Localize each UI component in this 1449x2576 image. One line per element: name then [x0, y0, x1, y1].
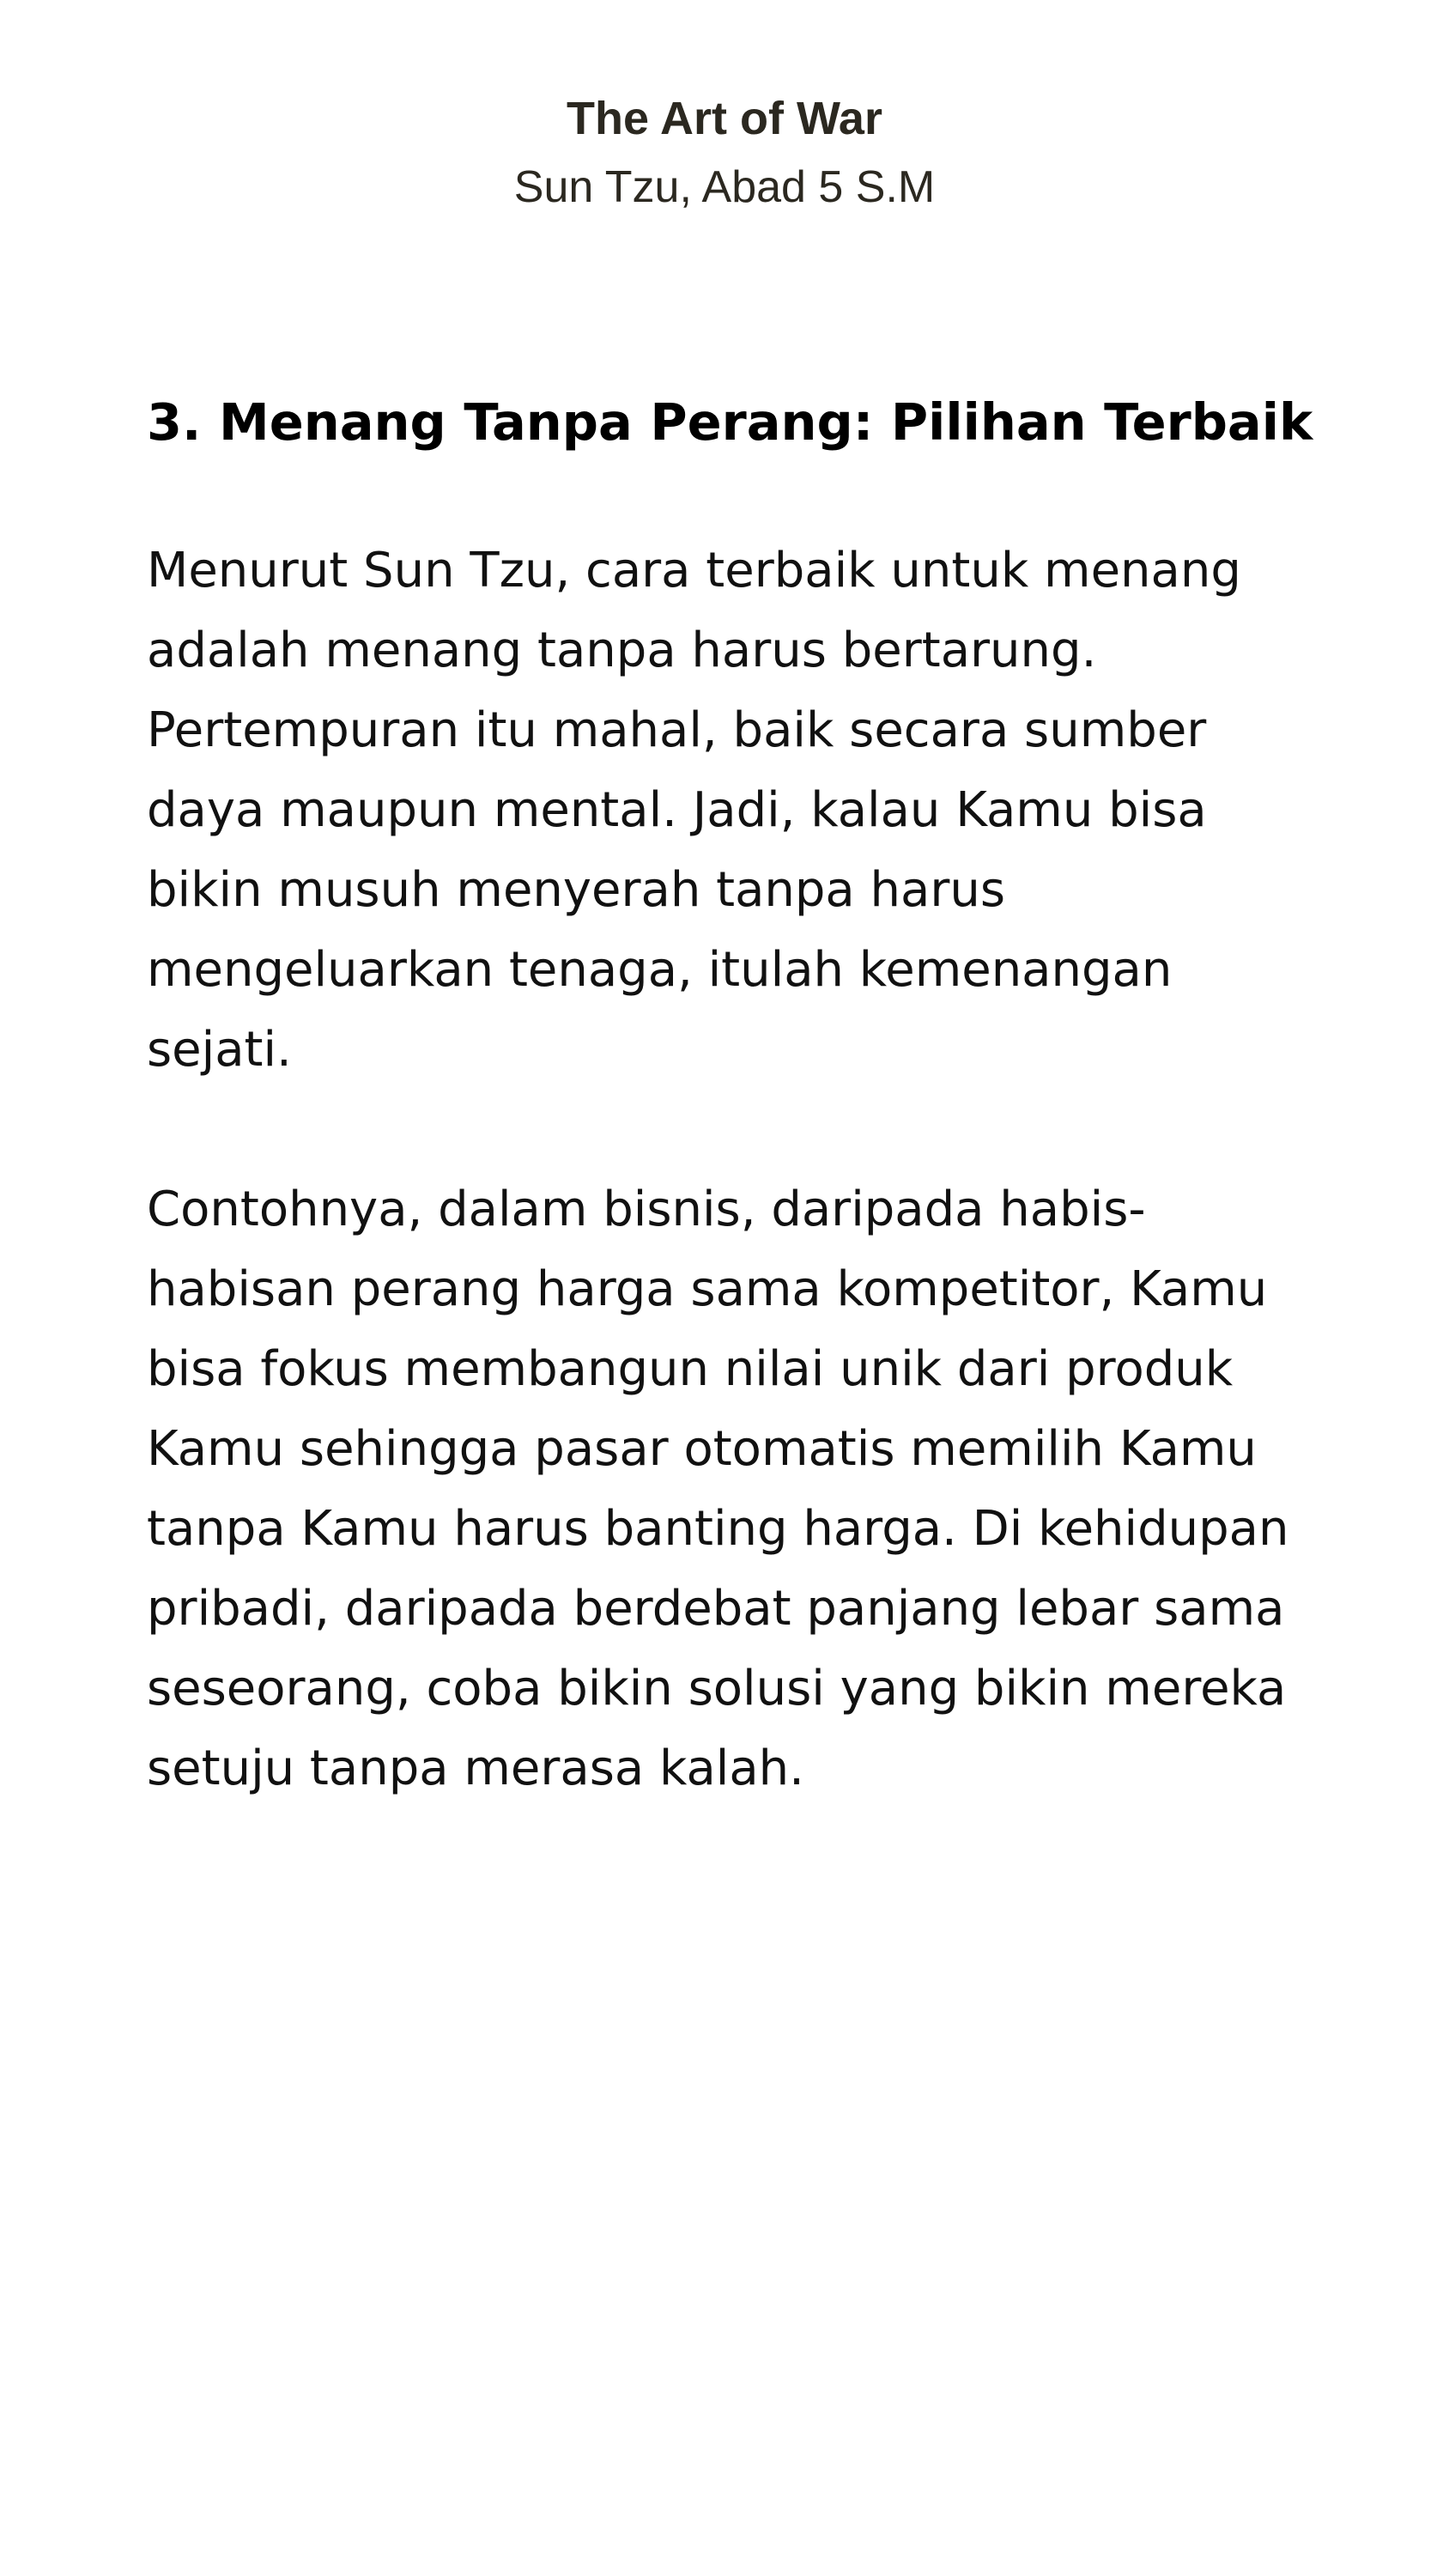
- section-heading: 3. Menang Tanpa Perang: Pilihan Terbaik: [147, 392, 1313, 452]
- paragraph-2: Contohnya, dalam bisnis, daripada habis-habisan perang harga sama kompetitor, Kamu bisa fokus membangun nilai unik dari produk Kamu sehingga pasar otomatis memilih Kamu tanpa Kamu harus banting harga. Di kehidupan pribadi, daripada berdebat panjang lebar sama seseorang, coba bikin solusi yang bikin mereka setuju tanpa merasa kalah.: [147, 1182, 1289, 1796]
- book-title: The Art of War: [567, 93, 882, 144]
- paragraph-1: Menurut Sun Tzu, cara terbaik untuk menang adalah menang tanpa harus bertarung. Pertempuran itu mahal, baik secara sumber daya maupun mental. Jadi, kalau Kamu bisa bikin musuh menyerah tanpa harus mengeluarkan tenaga, itulah kemenangan sejati.: [147, 543, 1241, 1078]
- page-header: [0, 84, 1449, 222]
- article-content: [147, 378, 1331, 1888]
- book-subtitle: Sun Tzu, Abad 5 S.M: [513, 162, 936, 212]
